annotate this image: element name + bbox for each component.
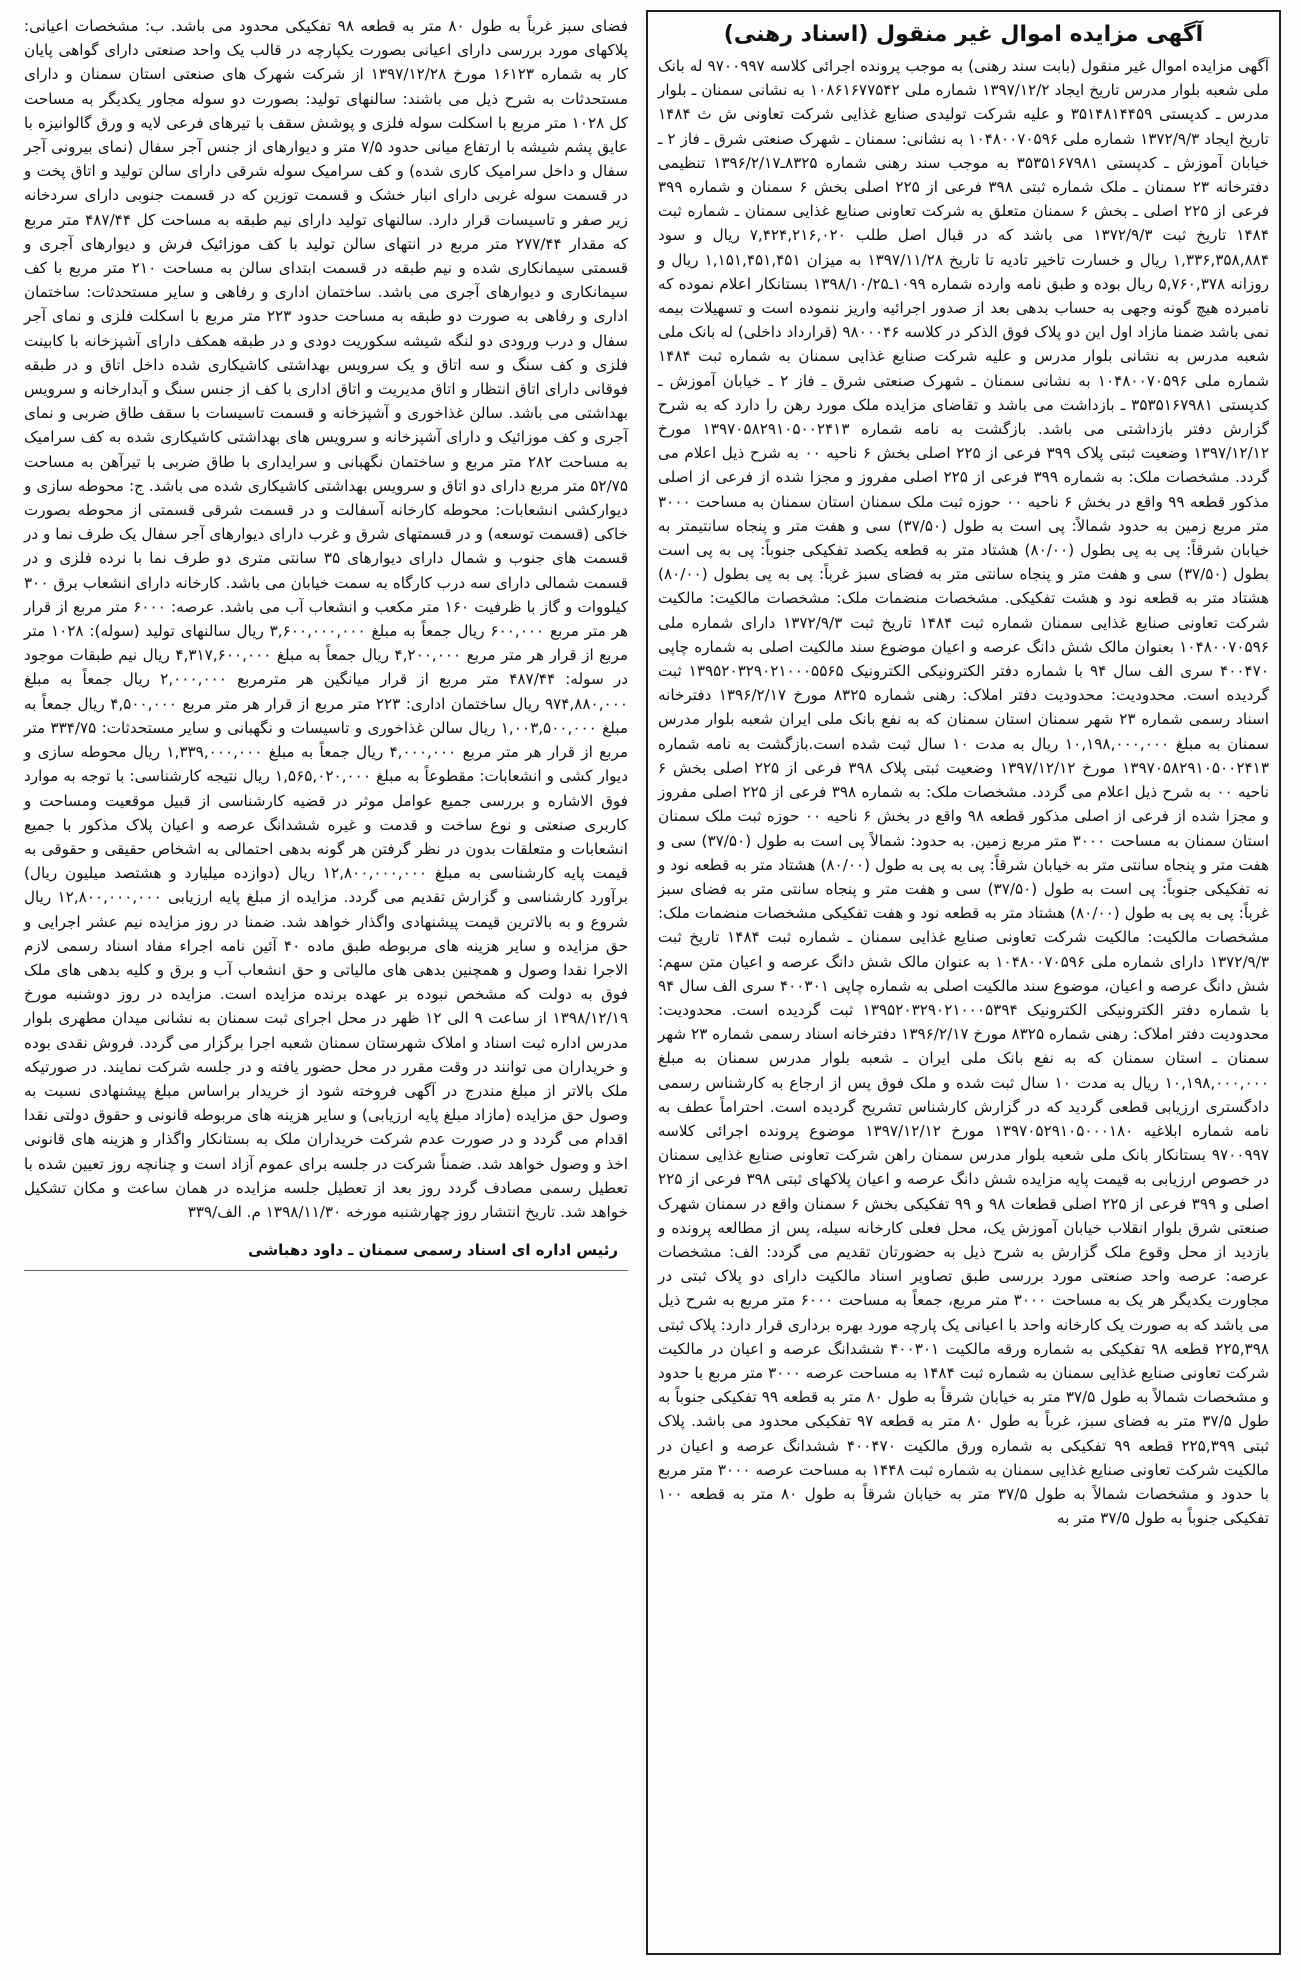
divider [24, 1270, 628, 1271]
notice-continuation [20, 10, 632, 1955]
notice-signature: رئیس اداره ای اسناد رسمی سمنان ـ داود دهباشی [248, 1241, 618, 1260]
notice-body-left: فضای سبز غرباً به طول ۸۰ متر به قطعه ۹۸ تفکیکی محدود می باشد. ب: مشخصات اعیانی: پلاکهای مورد بررسی دارای اعیانی بصورت یکپارچه در قالب یک واحد صنعتی دارای گواهی پایان کار به شماره ۱۶۱۲۳ مورخ ۱۳۹۷/۱۲/۲۸ از شرکت شهرک های صنعتی استان سمنان و دارای مستحدثات به شرح ذیل می باشند: سالنهای تولید: بصورت دو سوله مجاور یکدیگر به مساحت کل ۱۰۲۸ متر مربع با اسکلت سوله فلزی و پوشش سقف با تیرهای فرعی لایه و ورق گالوانیزه با عایق پشم شیشه با ارتفاع میانی حدود ۷/۵ متر و دیوارهای از جنس آجر سفال (نمای بیرونی آجر سفال و داخل سرامیک کاری شده) و کف سرامیک سوله شرقی دارای سالن تولید و اتاق پخت و در قسمت سوله غربی دارای انبار خشک و قسمت توزین که در قسمت جنوبی دارای سردخانه زیر صفر و تاسیسات قرار دارد. سالنهای تولید دارای نیم طبقه به مساحت کل ۴۸۷/۴۴ متر مربع که مقدار ۲۷۷/۴۴ متر مربع در انتهای سالن تولید با کف موزائیک فرش و دیوارهای آجری و قسمتی سیمانکاری شده و نیم طبقه در قسمت ابتدای سالن به مساحت ۲۱۰ متر مربع با کف سیمانکاری و دیوارهای آجری می باشد. ساختمان اداری و رفاهی و سایر مستحدثات: ساختمان اداری و رفاهی به صورت دو طبقه به مساحت حدود ۲۲۳ متر مربع با اسکلت فلزی و نمای آجر سفال و درب ورودی دو لنگه شیشه سکوریت دودی و در طبقه همکف دارای آشپزخانه با کابینت فلزی و کف سنگ و سه اتاق و یک سرویس بهداشتی کاشیکاری شده داخل اتاق و در طبقه فوقانی دارای اتاق انتظار و اتاق مدیریت و اتاق اداری با کف از جنس سنگ و آبدارخانه و سرویس بهداشتی می باشد. سالن غذاخوری و آشپزخانه و قسمت تاسیسات با سقف طاق ضربی و نمای آجری و کف موزائیک و دارای آشپزخانه و سرویس های بهداشتی کاشیکاری شده به کف سرامیک به مساحت ۲۸۲ متر مربع و ساختمان نگهبانی و سرایداری با طاق ضربی با تیرآهن به مساحت ۵۲/۷۵ متر مربع دارای دو اتاق و سرویس بهداشتی کاشیکاری شده می باشد. ج: محوطه سازی و دیوارکشی انشعابات: محوطه کارخانه آسفالت و در قسمت شرقی قسمتی از محوطه بصورت خاکی (قسمت توسعه) و در قسمتهای شرق و غرب دارای دیوارهای آجر سفال یک طرف نما و در قسمت های جنوب و شمال دارای دیوارهای ۳۵ سانتی متری دو طرف نما با نرده فلزی و در قسمت شمالی دارای سه درب کارگاه به سمت خیابان می باشد. کارخانه دارای انشعاب برق ۳۰۰ کیلووات و گاز با ظرفیت ۱۶۰ متر مکعب و انشعاب آب می باشد. عرصه: ۶۰۰۰ متر مربع از قرار هر متر مربع ۶۰۰,۰۰۰ ریال جمعاً به مبلغ ۳,۶۰۰,۰۰۰,۰۰۰ ریال سالنهای تولید (سوله): ۱۰۲۸ متر مربع از قرار هر متر مربع ۴,۲۰۰,۰۰۰ ریال جمعاً به مبلغ ۴,۳۱۷,۶۰۰,۰۰۰ ریال نیم طبقات موجود در سوله: ۴۸۷/۴۴ متر مربع از قرار میانگین هر مترمربع ۲,۰۰۰,۰۰۰ ریال جمعاً به مبلغ ۹۷۴,۸۸۰,۰۰۰ ریال ساختمان اداری: ۲۲۳ متر مربع از قرار هر متر مربع ۴,۵۰۰,۰۰۰ ریال جمعاً به مبلغ ۱,۰۰۳,۵۰۰,۰۰۰ ریال سالن غذاخوری و تاسیسات و نگهبانی و سایر مستحدثات: ۳۳۴/۷۵ متر مربع از قرار هر متر مربع ۴,۰۰۰,۰۰۰ ریال جمعاً به مبلغ ۱,۳۳۹,۰۰۰,۰۰۰ ریال محوطه سازی و دیوار کشی و انشعابات: مقطوعاً به مبلغ ۱,۵۶۵,۰۲۰,۰۰۰ ریال نتیجه کارشناسی: با توجه به موارد فوق الاشاره و بررسی جمیع عوامل موثر در قضیه کارشناسی از قبیل موقعیت ومساحت و کاربری صنعتی و نوع ساخت و قدمت و غیره ششدانگ عرصه و اعیان پلاک مذکور با جمیع انشعابات و متعلقات بدون در نظر گرفتن هر گونه بدهی احتمالی به اشخاص حقیقی و حقوقی به قیمت پایه کارشناسی به مبلغ ۱۲,۸۰۰,۰۰۰,۰۰۰ ریال (دوازده میلیارد و هشتصد میلیون ریال) برآورد کارشناسی و گزارش تقدیم می گردد. مزایده از مبلغ پایه ارزیابی ۱۲,۸۰۰,۰۰۰,۰۰۰ ریال شروع و به بالاترین قیمت پیشنهادی واگذار خواهد شد. ضمنا در روز مزایده نیم عشر اجرایی و حق مزایده و سایر هزینه های مربوطه طبق ماده ۴۰ آئین نامه اجراء مفاد اسناد رسمی لازم الاجرا نقدا وصول و همچنین بدهی های مالیاتی و حق انشعاب آب و برق و کلیه بدهی های ملک فوق به دولت که مشخص نبوده بر عهده برنده مزایده است. مزایده در روز دوشنبه مورخ ۱۳۹۸/۱۲/۱۹ از ساعت ۹ الی ۱۲ ظهر در محل اجرای ثبت سمنان به نشانی میدان مطهری بلوار مدرس اداره ثبت اسناد و املاک شهرستان سمنان شعبه اجرا برگزار می گردد. فروش نقدی بوده و خریداران می توانند در وقت مقرر در محل حضور یافته و در جلسه شرکت نمایند. در صورتیکه ملک بالاتر از مبلغ مندرج در آگهی فروخته شود از خریدار براساس مبلغ پیشنهادی نسبت به وصول حق مزایده (مازاد مبلغ پایه ارزیابی) و سایر هزینه های مربوطه قانونی و حقوق دولتی نقدا اقدام می گردد و در صورت عدم شرکت خریداران ملک به بستانکار واگذار و هزینه های قانونی اخذ و وصول خواهد شد. ضمناً شرکت در جلسه برای عموم آزاد است و چنانچه روز تعیین شده با تعطیل رسمی مصادف گردد روز بعد از تعطیل جلسه مزایده در همان ساعت و مکان تشکیل خواهد شد. تاریخ انتشار روز چهارشنبه مورخه ۱۳۹۸/۱۱/۳۰ م. الف/۳۳۹ [24, 17, 629, 1221]
notice-columns [20, 10, 1281, 1955]
notice-title: آگهی مزایده اموال غیر منقول (اسناد رهنی) [723, 22, 1204, 47]
notice-body-right: آگهی مزایده اموال غیر منقول (بابت سند رهنی) به موجب پرونده اجرائی کلاسه ۹۷۰۰۹۹۷ له بانک ملی شعبه بلوار مدرس تاریخ ایجاد ۱۳۹۷/۱۲/۲ شماره ملی ۱۰۸۶۱۶۷۷۵۴۲ به نشانی سمنان ـ بلوار مدرس ـ کدپستی ۳۵۱۴۸۱۴۴۵۹ و علیه شرکت تولیدی صنایع غذایی شرکت تعاونی ش ث ۱۴۸۴ تاریخ ایجاد ۱۳۷۲/۹/۳ شماره ملی ۱۰۴۸۰۰۷۰۵۹۶ به نشانی: سمنان ـ شهرک صنعتی شرق ـ فاز ۲ ـ خیابان آموزش ـ کدپستی ۳۵۳۵۱۶۷۹۸۱ به موجب سند رهنی شماره ۸۳۲۵ـ۱۳۹۶/۲/۱۷ تنظیمی دفترخانه ۲۳ سمنان ـ ملک شماره ثبتی ۳۹۸ فرعی از ۲۲۵ اصلی بخش ۶ سمنان و شماره ۳۹۹ فرعی از ۲۲۵ اصلی ـ بخش ۶ سمنان متعلق به شرکت تعاونی صنایع غذایی سمنان ـ شماره ثبت ۱۴۸۴ تاریخ ثبت ۱۳۷۲/۹/۳ می باشد که در قبال اصل طلب ۷,۴۲۴,۲۱۶,۰۲۰ ریال و سود ۱,۳۳۶,۳۵۸,۸۸۴ ریال و خسارت تاخیر تادیه تا تاریخ ۱۳۹۷/۱۱/۲۸ به میزان ۱,۱۵۱,۴۵۱,۴۵۱ ریال و روزانه ۵,۷۶۰,۳۷۸ ریال بوده و طبق نامه وارده شماره ۱۰۹۹ـ۱۳۹۸/۱۰/۲۵ بستانکار اعلام نموده که نامبرده هیچ گونه وجهی به حساب بدهی بعد از صدور اجرائیه واریز ننموده است و تسهیلات بیمه نمی باشد ضمنا مازاد اول این دو پلاک فوق الذکر در کلاسه ۹۸۰۰۰۴۶ (قرارداد داخلی) له بانک ملی شعبه مدرس به نشانی بلوار مدرس و علیه شرکت صنایع غذایی سمنان به شماره ثبت ۱۴۸۴ شماره ملی ۱۰۴۸۰۰۷۰۵۹۶ به نشانی سمنان ـ شهرک صنعتی شرق ـ فاز ۲ ـ خیابان آموزش ـ کدپستی ۳۵۳۵۱۶۷۹۸۱ ـ بازداشت می باشد و تقاضای مزایده ملک مورد رهن را دارد که به شرح گزارش دفتر بازداشتی می باشد. بازگشت به نامه شماره ۱۳۹۷۰۵۸۲۹۱۰۵۰۰۲۴۱۳ مورخ ۱۳۹۷/۱۲/۱۲ وضعیت ثبتی پلاک ۳۹۹ فرعی از ۲۲۵ اصلی بخش ۶ ناحیه ۰۰ به شرح ذیل اعلام می گردد. مشخصات ملک: به شماره ۳۹۹ فرعی از ۲۲۵ اصلی مفروز و مجزا شده از فرعی از اصلی مذکور قطعه ۹۹ واقع در بخش ۶ ناحیه ۰۰ حوزه ثبت ملک سمنان استان سمنان به مساحت ۳۰۰۰ متر مربع زمین به حدود شمالاً: پی است به طول (۳۷/۵۰) سی و هفت متر و پنجاه سانتیمتر به خیابان شرقاً: پی به پی بطول (۸۰/۰۰) هشتاد متر به قطعه یکصد تفکیکی جنوباً: پی به پی است بطول (۳۷/۵۰) سی و هفت متر و پنجاه سانتی متر به فضای سبز غرباً: پی به پی بطول (۸۰/۰۰) هشتاد متر به قطعه نود و هشت تفکیکی. مشخصات منضمات ملک: مشخصات مالکیت: مالکیت شرکت تعاونی صنایع غذایی سمنان شماره ثبت ۱۴۸۴ تاریخ ثبت ۱۳۷۲/۹/۳ دارای شماره ملی ۱۰۴۸۰۰۷۰۵۹۶ بعنوان مالک شش دانگ عرصه و اعیان موضوع سند مالکیت اصلی به شماره چاپی ۴۰۰۴۷۰ سری الف سال ۹۴ با شماره دفتر الکترونیکی الکترونیک ۱۳۹۵۲۰۳۲۹۰۲۱۰۰۰۵۵۶۵ ثبت گردیده است. محدودیت: محدودیت دفتر املاک: رهنی شماره ۸۳۲۵ مورخ ۱۳۹۶/۲/۱۷ دفترخانه اسناد رسمی شماره ۲۳ شهر سمنان استان سمنان که به نفع بانک ملی ایران شعبه بلوار مدرس سمنان به مبلغ ۱۰,۱۹۸,۰۰۰,۰۰۰ ریال به مدت ۱۰ سال ثبت شده است.بازگشت به نامه شماره ۱۳۹۷۰۵۸۲۹۱۰۵۰۰۲۴۱۳ مورخ ۱۳۹۷/۱۲/۱۲ وضعیت ثبتی پلاک ۳۹۸ فرعی از ۲۲۵ اصلی بخش ۶ ناحیه ۰۰ به شرح ذیل اعلام می گردد. مشخصات ملک: به شماره ۳۹۸ فرعی از ۲۲۵ اصلی مفروز و مجزا شده از فرعی از اصلی مذکور قطعه ۹۸ واقع در بخش ۶ ناحیه ۰۰ حوزه ثبت ملک سمنان استان سمنان به مساحت ۳۰۰۰ متر مربع زمین. به حدود: شمالاً پی است به طول (۳۷/۵۰) سی و هفت متر و پنجاه سانتی متر به خیابان شرقاً: پی به پی به طول (۸۰/۰۰) هشتاد متر به قطعه نود و نه تفکیکی جنوباً: پی است به طول (۳۷/۵۰) سی و هفت متر و پنجاه سانتی متر به فضای سبز غرباً: پی به پی به طول (۸۰/۰۰) هشتاد متر به قطعه نود و هفت تفکیکی مشخصات منضمات ملک: مشخصات مالکیت: مالکیت شرکت تعاونی صنایع غذایی سمنان ـ شماره ثبت ۱۴۸۴ تاریخ ثبت ۱۳۷۲/۹/۳ دارای شماره ملی ۱۰۴۸۰۰۷۰۵۹۶ به عنوان مالک شش دانگ عرصه و اعیان متن سهم: شش دانگ عرصه و اعیان، موضوع سند مالکیت اصلی به شماره چاپی ۴۰۰۳۰۱ سری الف سال ۹۴ با شماره دفتر الکترونیکی الکترونیک ۱۳۹۵۲۰۳۲۹۰۲۱۰۰۰۵۳۹۴ ثبت گردیده است. محدودیت: محدودیت دفتر املاک: رهنی شماره ۸۳۲۵ مورخ ۱۳۹۶/۲/۱۷ دفترخانه اسناد رسمی شماره ۲۳ شهر سمنان ـ استان سمنان که به نفع بانک ملی ایران ـ شعبه بلوار مدرس سمنان به مبلغ ۱۰,۱۹۸,۰۰۰,۰۰۰ ریال به مدت ۱۰ سال ثبت شده و ملک فوق پس از ارجاع به کارشناس رسمی دادگستری ارزیابی قطعی گردید که در گزارش کارشناس تشریح گردیده است. احتراماً عطف به نامه شماره ابلاغیه ۱۳۹۷۰۵۲۹۱۰۵۰۰۰۱۸۰ مورخ ۱۳۹۷/۱۲/۱۲ موضوع پرونده اجرائی کلاسه ۹۷۰۰۹۹۷ بستانکار بانک ملی شعبه بلوار مدرس سمنان راهن شرکت تعاونی صنایع غذایی سمنان در خصوص ارزیابی به قیمت پایه مزایده شش دانگ عرصه و اعیان پلاکهای ثبتی ۳۹۸ فرعی از ۲۲۵ اصلی و ۳۹۹ فرعی از ۲۲۵ اصلی قطعات ۹۸ و ۹۹ تفکیکی بخش ۶ سمنان واقع در سمنان شهرک صنعتی شرق بلوار انقلاب خیابان آموزش یک، محل فعلی کارخانه سیله، پس از مطالعه پرونده و بازدید از محل وقوع ملک گزارش به شرح ذیل به حضورتان تقدیم می گردد: الف: مشخصات عرصه: عرصه واحد صنعتی مورد بررسی طبق تصاویر اسناد مالکیت دارای دو پلاک ثبتی در مجاورت یکدیگر هر یک به مساحت ۳۰۰۰ متر مربع، جمعاً به مساحت ۶۰۰۰ متر مربع به شرح ذیل می باشد که به صورت یک کارخانه واحد با اعیانی یک پارچه مورد بهره برداری قرار دارد: پلاک ثبتی ۲۲۵,۳۹۸ قطعه ۹۸ تفکیکی به شماره ورقه مالکیت ۴۰۰۳۰۱ ششدانگ عرصه و اعیان در مالکیت شرکت تعاونی صنایع غذایی سمنان به شماره ثبت ۱۴۸۴ به مساحت عرصه ۳۰۰۰ متر مربع با حدود و مشخصات شمالاً به طول ۳۷/۵ متر به خیابان شرقاً به طول ۸۰ متر به قطعه ۹۹ تفکیکی جنوباً به طول ۳۷/۵ متر به فضای سبز، غرباً به طول ۸۰ متر به قطعه ۹۷ تفکیکی محدود می باشد. پلاک ثبتی ۲۲۵,۳۹۹ قطعه ۹۹ تفکیکی به شماره ورق مالکیت ۴۰۰۴۷۰ ششدانگ عرصه و اعیان در مالکیت شرکت تعاونی صنایع غذایی سمنان به شماره ثبت ۱۴۴۸ به مساحت عرصه ۳۰۰۰ متر مربع با حدود و مشخصات شمالاً به طول ۳۷/۵ متر به خیابان شرقاً به طول ۸۰ متر به قطعه ۱۰۰ تفکیکی جنوباً به طول ۳۷/۵ متر به [658, 57, 1270, 1528]
notice-box [646, 10, 1281, 1955]
